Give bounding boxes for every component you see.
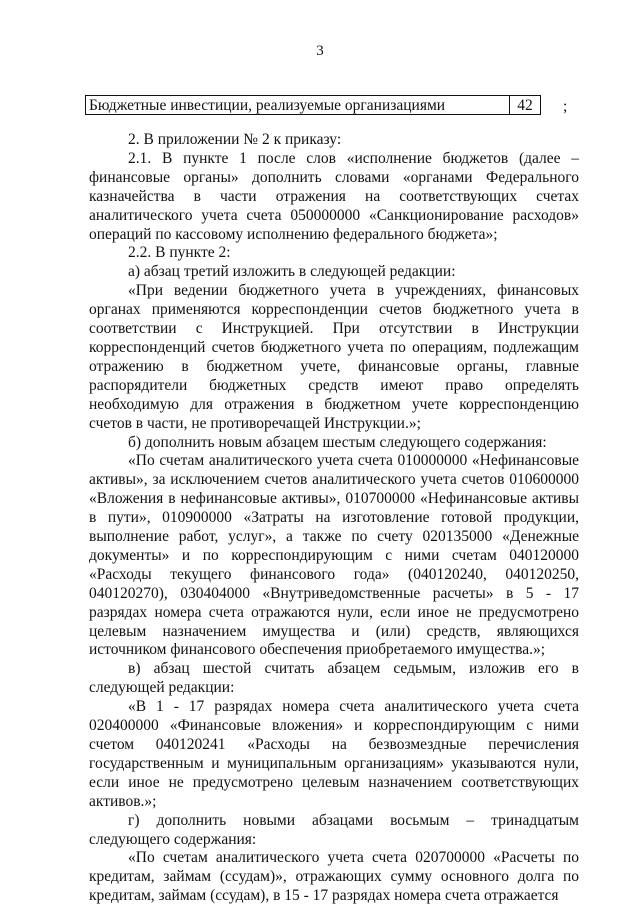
paragraph-11: «По счетам аналитического учета счета 020700000 «Расчеты по кредитам, займам (ссудам)», отражающих сумму основного долга по кредитам, займам (ссудам), в 15 - 17 разрядах номера счета отражается — [89, 849, 579, 905]
paragraph-10: г) дополнить новыми абзацами восьмым – тринадцатым следующего содержания: — [89, 811, 579, 848]
table-row — [85, 95, 568, 117]
paragraph-4: а) абзац третий изложить в следующей редакции: — [128, 263, 456, 281]
paragraph-9: «В 1 - 17 разрядах номера счета аналитического учета счета 020400000 «Финансовые вложения» и корреспондирующим с ними счетом 040120241 «Расходы на безвозмездные перечисления государственным и муниципальным организациям» указываются нули, если иное не предусмотрено целевым назначением соответствующих активов.»; — [89, 698, 579, 810]
document-body — [89, 131, 579, 906]
paragraph-7: «По счетам аналитического учета счета 010000000 «Нефинансовые активы», за исключением счетов аналитического учета счетов 010600000 «Вложения в нефинансовые активы», 010700000 «Нефинансовые активы в пути», 010900000 «Затраты на изготовление готовой продукции, выполнение работ, услуг», а также по счету 020135000 «Денежные документы» и по корреспондирующим с ними счетам 040120000 «Расходы текущего финансового года» (040120240, 040120250, 040120270), 030404000 «Внутриведомственные расчеты» в 5 - 17 разрядах номера счета отражаются нули, если иное не предусмотрено целевым назначением имущества и (или) средств, являющихся источником финансового обеспечения приобретаемого имущества.»; — [89, 452, 579, 659]
page-number: 3 — [316, 43, 324, 59]
paragraph-6: б) дополнить новым абзацем шестым следующего содержания: — [128, 433, 547, 451]
table-cell-name: Бюджетные инвестиции, реализуемые организациями — [85, 95, 510, 115]
paragraph-5: «При ведении бюджетного учета в учреждениях, финансовых органах применяются корреспонденции счетов бюджетного учета в соответствии с Инструкцией. При отсутствии в Инструкции корреспонденций счетов бюджетного учета по операциям, подлежащим отражению в бюджетном учете, финансовые органы, главные распорядители бюджетных средств имеют право определять необходимую для отражения в бюджетном учете корреспонденцию счетов в части, не противоречащей Инструкции.»; — [89, 282, 579, 432]
paragraph-8: в) абзац шестой считать абзацем седьмым, изложив его в следующей редакции: — [89, 660, 579, 697]
table-row-end-mark: ; — [563, 98, 568, 115]
paragraph-3: 2.2. В пункте 2: — [128, 244, 231, 262]
paragraph-1: 2. В приложении № 2 к приказу: — [128, 131, 342, 148]
paragraph-2: 2.1. В пункте 1 после слов «исполнение бюджетов (далее – финансовые органы» дополнить словами «органами Федерального казначейства в части отражения на соответствующих счетах аналитического учета счета 050000000 «Санкционирование расходов» операций по кассовому исполнению федерального бюджета»; — [89, 149, 579, 243]
table-cell-code: 42 — [509, 95, 541, 115]
